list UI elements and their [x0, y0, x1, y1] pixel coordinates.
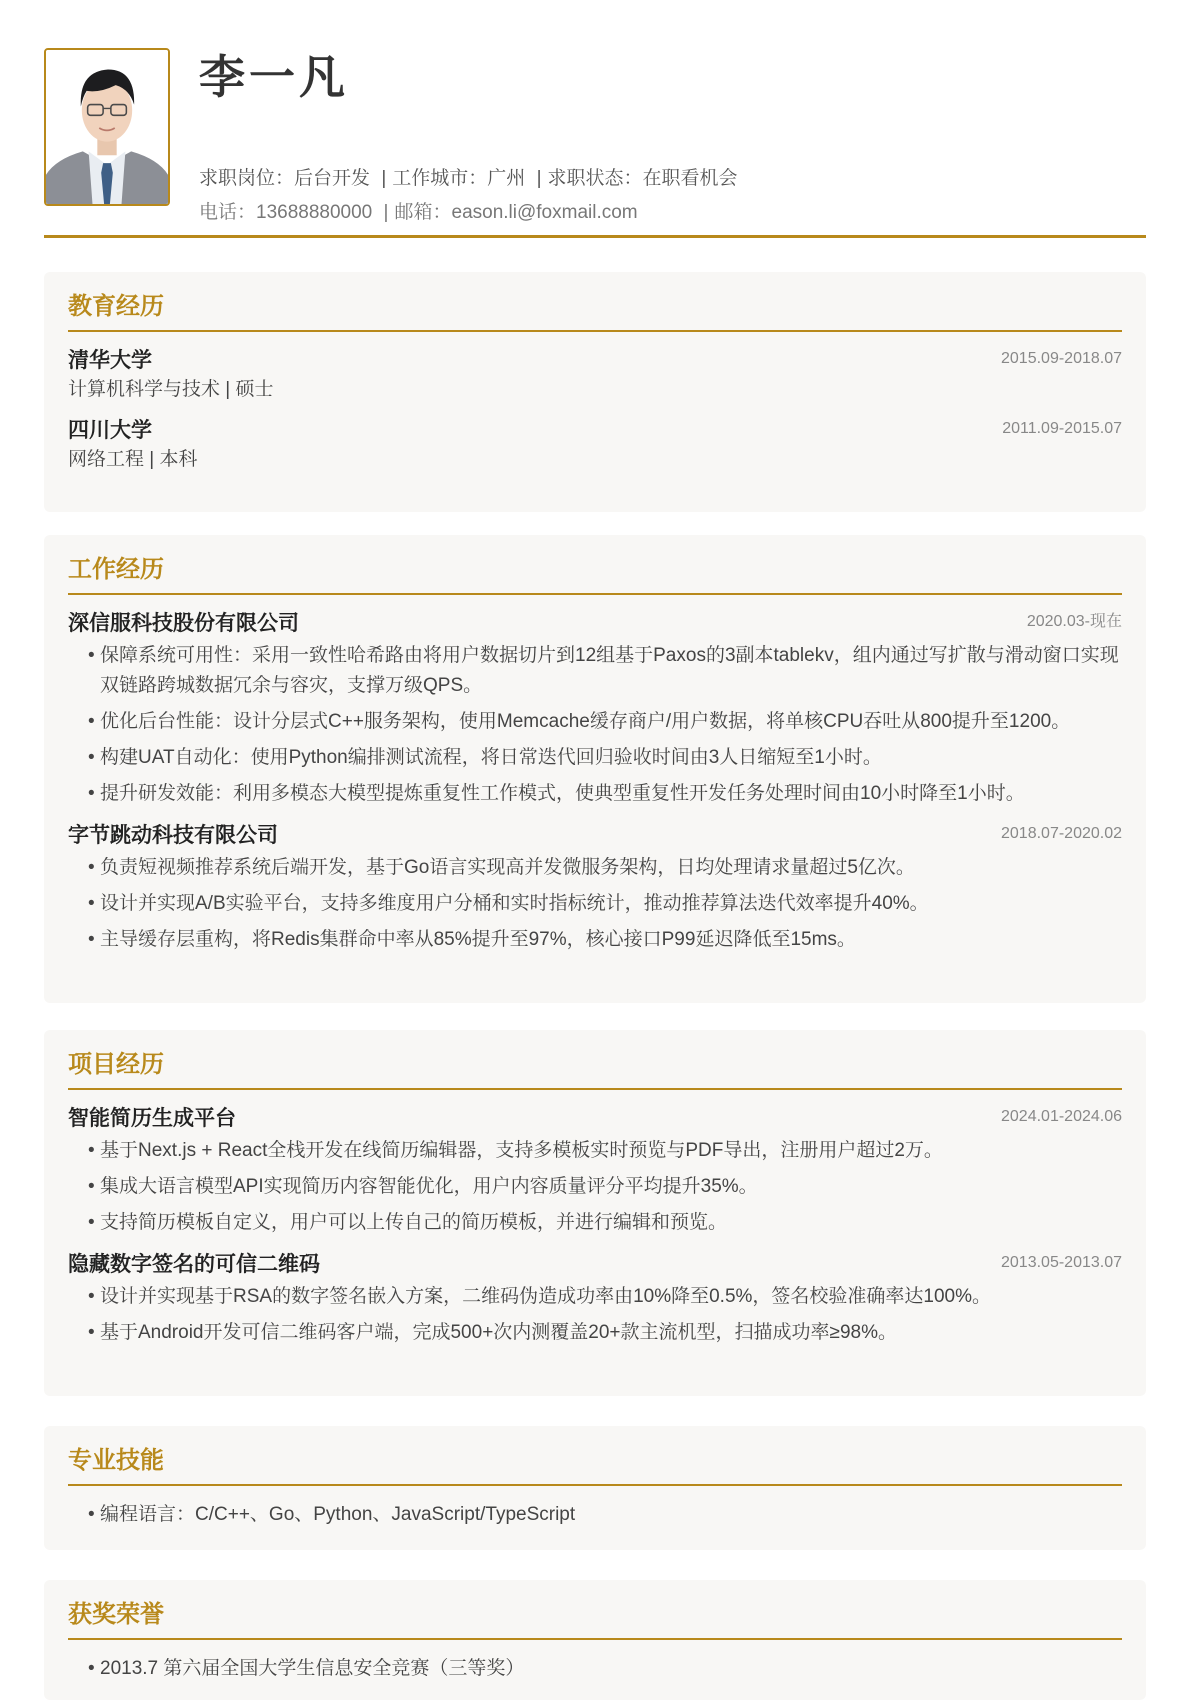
bullet-list: [68, 1500, 1122, 1530]
email-label: 邮箱：: [394, 202, 452, 223]
list-item: • 负责短视频推荐系统后端开发，基于Go语言实现高并发微服务架构，日均处理请求量超过5亿次。: [88, 853, 1122, 883]
city-value: 广州: [487, 168, 526, 189]
section-title: 教育经历: [68, 272, 1122, 332]
candidate-name: 李一凡: [199, 51, 349, 103]
list-item: • 编程语言：C/C++、Go、Python、JavaScript/TypeScript: [88, 1500, 1122, 1530]
degree-detail: 计算机科学与技术 | 硕士: [68, 379, 274, 400]
separator: |: [536, 168, 542, 189]
phone-value: 13688880000: [256, 202, 373, 223]
list-item: • 支持简历模板自定义，用户可以上传自己的简历模板，并进行编辑和预览。: [88, 1208, 1122, 1238]
section-title: 项目经历: [68, 1030, 1122, 1090]
project-entry: [68, 1104, 1122, 1238]
entry-date: 2018.07-2020.02: [1001, 825, 1122, 842]
job-info-line: [199, 166, 738, 192]
entry-date: 2011.09-2015.07: [1002, 420, 1122, 437]
entry-date: 2024.01-2024.06: [1001, 1108, 1122, 1125]
school-name: 清华大学: [68, 349, 152, 372]
bullet-list: [68, 1136, 1122, 1238]
project-entry: [68, 1250, 1122, 1348]
list-item: • 构建UAT自动化：使用Python编排测试流程，将日常迭代回归验收时间由3人日缩短至1小时。: [88, 743, 1122, 773]
school-name: 四川大学: [68, 419, 152, 442]
list-item: • 主导缓存层重构，将Redis集群命中率从85%提升至97%，核心接口P99延迟降低至15ms。: [88, 925, 1122, 955]
city-label: 工作城市：: [392, 168, 488, 189]
education-entry: [68, 416, 1122, 474]
bullet-list: [68, 1654, 1122, 1684]
status-label: 求职状态：: [547, 168, 643, 189]
list-item: • 保障系统可用性：采用一致性哈希路由将用户数据切片到12组基于Paxos的3副本tablekv，组内通过写扩散与滑动窗口实现双链路跨城数据冗余与容灾，支撑万级QPS。: [88, 641, 1122, 701]
list-item: • 基于Android开发可信二维码客户端，完成500+次内测覆盖20+款主流机型，扫描成功率≥98%。: [88, 1318, 1122, 1348]
bullet-list: [68, 1282, 1122, 1348]
separator: |: [381, 168, 387, 189]
company-name: 深信服科技股份有限公司: [68, 612, 299, 635]
work-entry: [68, 821, 1122, 955]
phone-label: 电话：: [199, 202, 257, 223]
bullet-list: [68, 641, 1122, 809]
projects-section: [44, 1030, 1146, 1396]
work-section: [44, 535, 1146, 1003]
skills-section: [44, 1426, 1146, 1550]
project-name: 隐藏数字签名的可信二维码: [68, 1253, 320, 1276]
entry-date: 2015.09-2018.07: [1001, 350, 1122, 367]
degree-detail: 网络工程 | 本科: [68, 449, 198, 470]
email-value: eason.li@foxmail.com: [451, 202, 638, 223]
bullet-list: [68, 853, 1122, 955]
education-section: [44, 272, 1146, 512]
list-item: • 设计并实现A/B实验平台，支持多维度用户分桶和实时指标统计，推动推荐算法迭代效率提升40%。: [88, 889, 1122, 919]
list-item: • 集成大语言模型API实现简历内容智能优化，用户内容质量评分平均提升35%。: [88, 1172, 1122, 1202]
status-value: 在职看机会: [642, 168, 738, 189]
list-item: • 设计并实现基于RSA的数字签名嵌入方案，二维码伪造成功率由10%降至0.5%，签名校验准确率达100%。: [88, 1282, 1122, 1312]
resume-header: [44, 48, 1146, 238]
section-title: 工作经历: [68, 535, 1122, 595]
list-item: • 优化后台性能：设计分层式C++服务架构，使用Memcache缓存商户/用户数据，将单核CPU吞吐从800提升至1200。: [88, 707, 1122, 737]
contact-info-line: [199, 200, 638, 226]
job-value: 后台开发: [294, 168, 371, 189]
list-item: • 提升研发效能：利用多模态大模型提炼重复性工作模式，使典型重复性开发任务处理时间由10小时降至1小时。: [88, 779, 1122, 809]
entry-date: 2013.05-2013.07: [1001, 1254, 1122, 1271]
awards-section: [44, 1580, 1146, 1700]
education-entry: [68, 346, 1122, 404]
job-label: 求职岗位：: [199, 168, 295, 189]
section-title: 专业技能: [68, 1426, 1122, 1486]
company-name: 字节跳动科技有限公司: [68, 824, 278, 847]
list-item: • 2013.7 第六届全国大学生信息安全竞赛（三等奖）: [88, 1654, 1122, 1684]
work-entry: [68, 609, 1122, 809]
separator: |: [383, 202, 389, 223]
list-item: • 基于Next.js + React全栈开发在线简历编辑器，支持多模板实时预览与PDF导出，注册用户超过2万。: [88, 1136, 1122, 1166]
section-title: 获奖荣誉: [68, 1580, 1122, 1640]
entry-date: 2020.03-现在: [1026, 613, 1122, 630]
project-name: 智能简历生成平台: [68, 1107, 236, 1130]
portrait-image: [46, 50, 168, 204]
profile-photo: [44, 48, 170, 206]
